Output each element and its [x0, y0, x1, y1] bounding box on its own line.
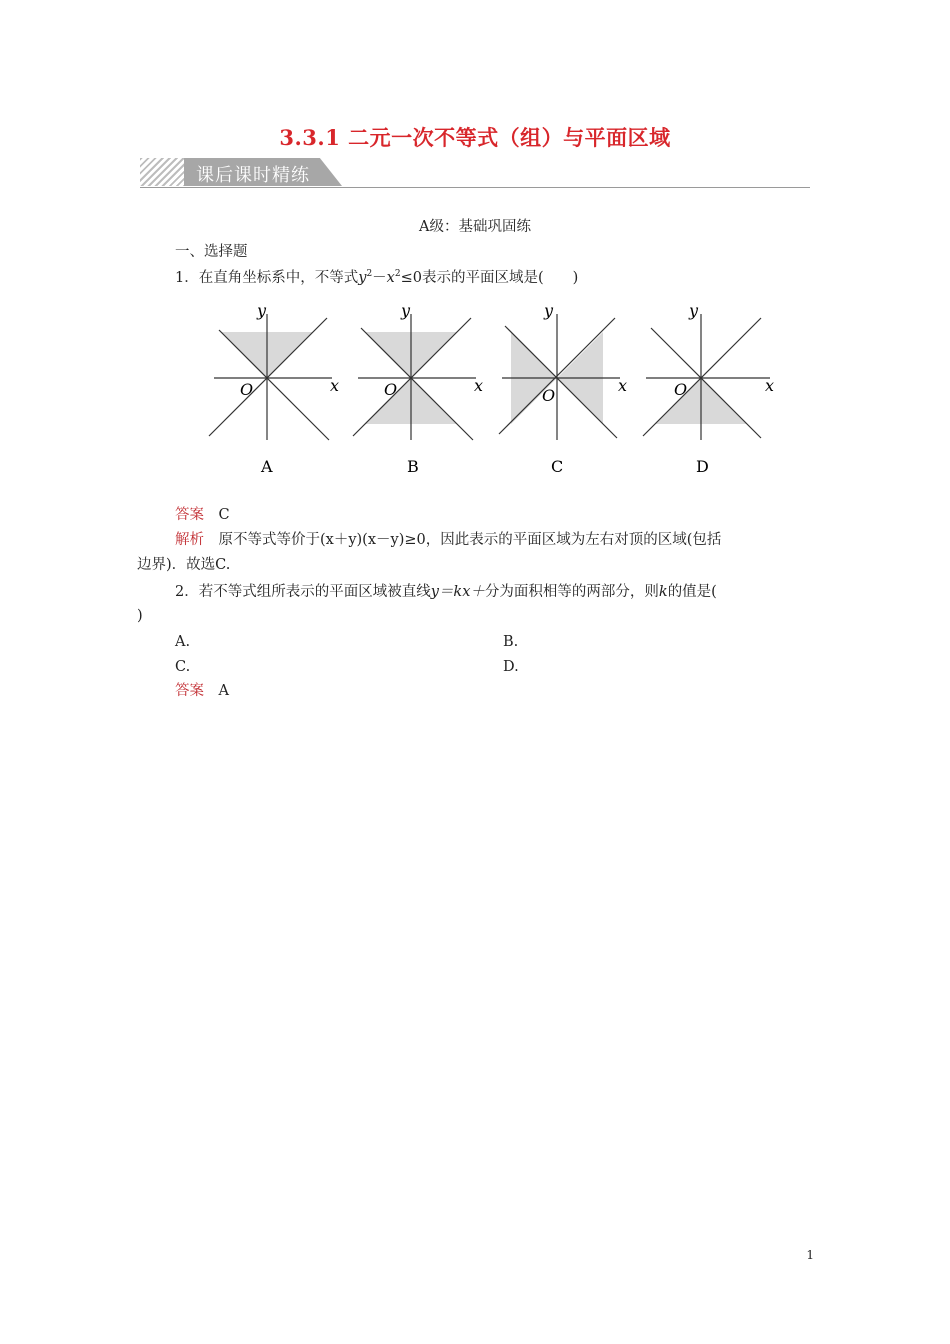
- q1-answer-value: C: [218, 507, 230, 523]
- figure-b: [353, 301, 483, 476]
- section-banner: [140, 156, 810, 188]
- figure-c-y-label: y: [544, 301, 554, 320]
- figure-a-y-label: y: [257, 301, 267, 320]
- q1-analysis-line-2: 边界)．故选C.: [137, 557, 231, 573]
- q2-option-d: D.: [503, 659, 519, 675]
- q2-closing-paren: ): [137, 608, 143, 624]
- q2-answer-label: 答案: [175, 683, 204, 699]
- q2-text-1: 2．若不等式组所表示的平面区域被直线: [175, 584, 431, 600]
- figure-c: [499, 301, 627, 476]
- q1-answer: [175, 503, 230, 527]
- q1-answer-label: 答案: [175, 507, 204, 523]
- figure-b-x-label: x: [474, 376, 484, 395]
- q1-exp-y: 2: [366, 269, 373, 279]
- q2-option-a: A.: [175, 634, 191, 650]
- q2-option-b: B.: [503, 634, 519, 650]
- q1-minus: －: [372, 270, 387, 286]
- figure-d-origin: O: [674, 380, 688, 399]
- figure-d-label: D: [696, 457, 709, 476]
- question-2: [175, 580, 717, 604]
- q1-suffix: ≤0表示的平面区域是( ): [400, 270, 579, 286]
- q2-answer-value: A: [218, 683, 229, 699]
- level-heading: A级：基础巩固练: [419, 219, 531, 235]
- q1-analysis-text-1: 原不等式等价于(x＋y)(x－y)≥0，因此表示的平面区域为左右对顶的区域(包括: [218, 532, 722, 548]
- q2-var-k: k: [658, 584, 668, 600]
- q1-analysis-label: 解析: [175, 532, 204, 548]
- figure-c-x-label: x: [618, 376, 628, 395]
- q1-figures: [200, 300, 800, 490]
- page-number: 1: [806, 1248, 814, 1262]
- figure-d-y-label: y: [689, 301, 699, 320]
- q1-var-x: x: [386, 270, 395, 286]
- banner-rule: [140, 187, 810, 188]
- figure-b-label: B: [407, 457, 419, 476]
- q2-text-2: 分为面积相等的两部分，则: [484, 584, 659, 600]
- q1-var-y: y: [358, 270, 367, 286]
- figure-b-y-label: y: [401, 301, 411, 320]
- figure-d-x-label: x: [765, 376, 775, 395]
- q1-prefix: 1．在直角坐标系中，不等式: [175, 270, 359, 286]
- q2-text-3: 的值是(: [667, 584, 717, 600]
- q1-analysis-line-1: [175, 528, 721, 552]
- figure-b-origin: O: [384, 380, 398, 399]
- figure-c-label: C: [551, 457, 564, 476]
- banner-stripes: [140, 158, 186, 186]
- figure-a: [209, 301, 339, 476]
- q2-option-c: C.: [175, 659, 191, 675]
- figure-a-origin: O: [240, 380, 254, 399]
- banner-text: 课后课时精练: [196, 165, 310, 186]
- page-title: 3.3.1 二元一次不等式（组）与平面区域: [279, 125, 671, 150]
- q2-equation: y＝kx＋: [430, 584, 485, 600]
- q1-exp-x: 2: [394, 269, 401, 279]
- figure-a-x-label: x: [330, 376, 340, 395]
- question-1: [175, 266, 578, 290]
- figure-a-label: A: [261, 457, 273, 476]
- section-heading: 一、选择题: [175, 244, 248, 260]
- figure-d: [643, 301, 774, 476]
- figure-c-origin: O: [542, 386, 556, 405]
- q2-answer: [175, 679, 229, 703]
